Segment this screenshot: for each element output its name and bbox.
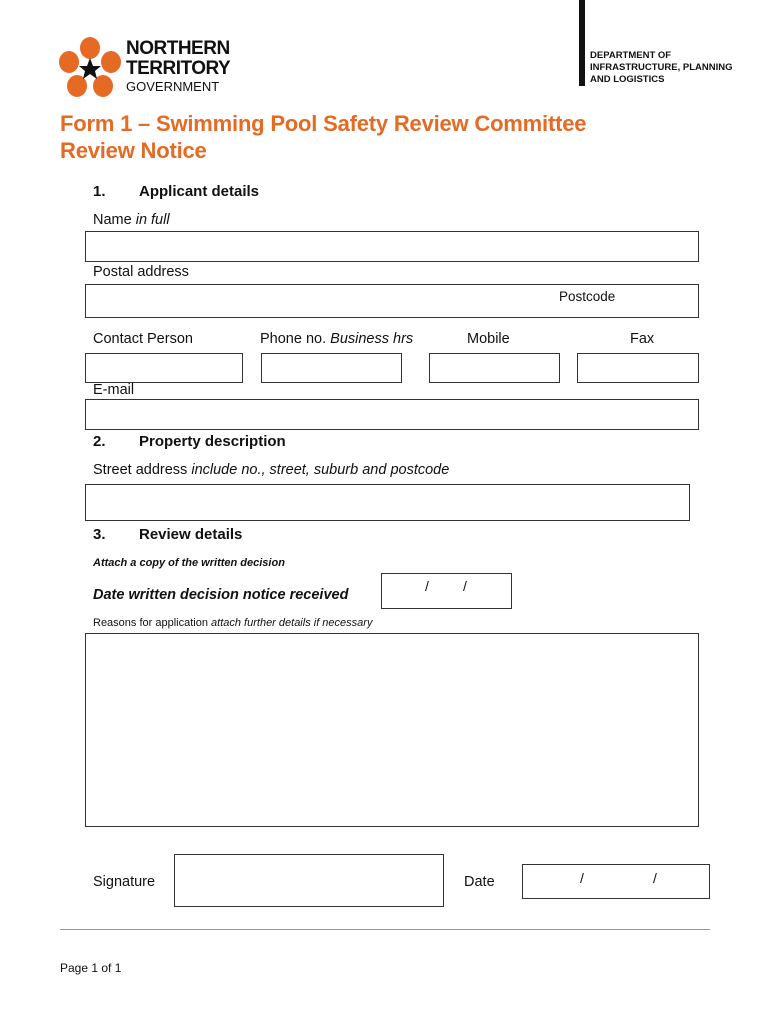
dept-divider [579,0,585,86]
logo-text-government: GOVERNMENT [126,79,220,94]
phone-label [260,331,413,347]
signature-label: Signature [93,874,156,890]
reasons-field[interactable] [85,633,699,827]
section-2-number: 2. [93,433,106,450]
form-title-line-2: Review Notice [60,138,207,163]
street-address-label [93,462,449,478]
section-1-number: 1. [93,183,106,200]
postal-address-label: Postal address [93,264,189,280]
phone-label-text: Phone no. [260,331,327,347]
logo-text-northern: NORTHERN [126,38,230,59]
flower-emblem-icon [56,36,124,102]
date-sep-1: / [580,870,584,886]
page-number: Page 1 of 1 [60,961,122,975]
dept-line-2: INFRASTRUCTURE, PLANNING [590,62,733,73]
street-address-label-hint: include no., street, suburb and postcode [191,462,450,478]
street-address-label-text: Street address [93,462,188,478]
attach-note: Attach a copy of the written decision [93,557,285,569]
reasons-label-text: Reasons for application [93,617,208,629]
section-1-title: Applicant details [139,183,260,200]
section-2-title: Property description [139,433,286,450]
dept-name [590,50,733,86]
section-3-title: Review details [139,526,243,543]
dept-line-1: DEPARTMENT OF [590,50,672,61]
fax-label: Fax [630,331,655,347]
email-field[interactable] [85,399,699,430]
date-decision-field[interactable] [381,573,512,609]
phone-field[interactable] [261,353,402,383]
date-field[interactable] [522,864,710,899]
contact-person-label: Contact Person [93,331,193,347]
date-decision-sep-1: / [425,578,429,594]
reasons-label-hint: attach further details if necessary [211,617,373,629]
name-label [93,212,170,228]
mobile-field[interactable] [429,353,560,383]
street-address-field[interactable] [85,484,690,521]
date-decision-label: Date written decision notice received [93,587,349,603]
date-label: Date [464,874,495,890]
section-3-number: 3. [93,526,106,543]
contact-person-field[interactable] [85,353,243,383]
logo-text-territory: TERRITORY [126,58,231,79]
mobile-label: Mobile [467,331,510,347]
postcode-label: Postcode [559,289,616,304]
name-field[interactable] [85,231,699,262]
email-label: E-mail [93,382,135,398]
name-label-text: Name [93,212,132,228]
footer-rule [60,929,710,930]
reasons-label [93,617,372,629]
signature-field[interactable] [174,854,444,907]
name-label-hint: in full [135,212,170,228]
phone-label-hint: Business hrs [330,331,414,347]
date-decision-sep-2: / [463,578,467,594]
form-title-line-1: Form 1 – Swimming Pool Safety Review Committee [60,111,587,136]
dept-line-3: AND LOGISTICS [590,74,665,85]
date-sep-2: / [653,870,657,886]
fax-field[interactable] [577,353,699,383]
nt-government-logo [56,36,251,102]
